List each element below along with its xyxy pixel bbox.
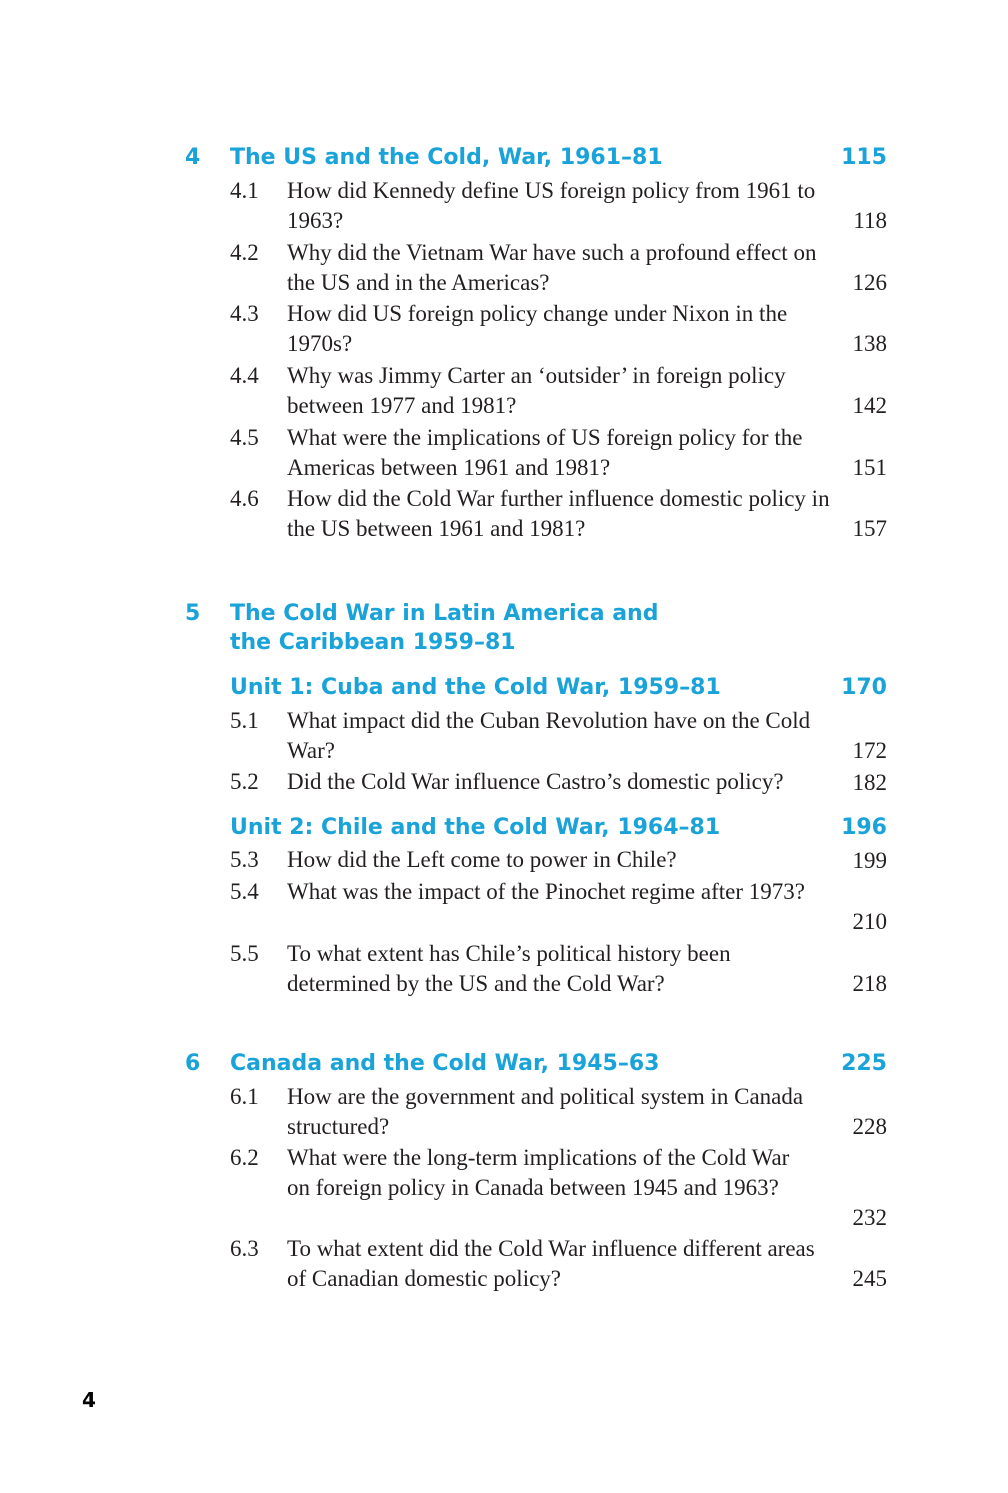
unit-title: Unit 1: Cuba and the Cold War, 1959–81 — [230, 675, 721, 700]
section-number: 5.4 — [230, 879, 259, 904]
section-page: 218 — [852, 970, 887, 996]
section-title: What were the implications of US foreign policy for the Americas between 1961 and 1981? — [287, 425, 803, 480]
section-title: Why did the Vietnam War have such a profound effect on the US and in the Americas? — [287, 240, 817, 295]
section-number: 5.5 — [230, 941, 259, 966]
toc-entry[interactable] — [0, 423, 1008, 482]
section-page: 210 — [852, 908, 887, 934]
section-page: 232 — [852, 1204, 887, 1230]
toc-entry[interactable] — [0, 706, 1008, 765]
section-number: 5.3 — [230, 847, 259, 872]
toc-entry[interactable] — [0, 877, 1008, 936]
section-number: 5.1 — [230, 708, 259, 733]
section-page: 182 — [852, 769, 887, 795]
unit-title: Unit 2: Chile and the Cold War, 1964–81 — [230, 815, 721, 840]
toc-entry[interactable] — [0, 176, 1008, 235]
section-title: How are the government and political system in Canada structured? — [287, 1084, 804, 1139]
toc-entry[interactable] — [0, 484, 1008, 543]
toc-entry[interactable] — [0, 299, 1008, 358]
chapter-title: The Cold War in Latin America and the Caribbean 1959–81 — [230, 601, 659, 655]
section-title: How did the Left come to power in Chile? — [287, 847, 677, 872]
section-number: 4.5 — [230, 425, 259, 450]
unit-page: 196 — [841, 815, 887, 840]
section-title: What was the impact of the Pinochet regime after 1973? — [287, 879, 805, 904]
section-title: What impact did the Cuban Revolution have on the Cold War? — [287, 708, 811, 763]
section-number: 6.1 — [230, 1084, 259, 1109]
chapter-page: 115 — [841, 145, 887, 170]
section-page: 172 — [852, 737, 887, 763]
toc-entry[interactable] — [0, 767, 1008, 797]
toc-entry[interactable] — [0, 845, 1008, 875]
section-title: How did Kennedy define US foreign policy from 1961 to 1963? — [287, 178, 816, 233]
section-page: 151 — [852, 454, 887, 480]
toc-entry[interactable] — [0, 1234, 1008, 1293]
section-page: 199 — [852, 847, 887, 873]
section-page: 157 — [852, 515, 887, 541]
chapter-title: Canada and the Cold War, 1945–63 — [230, 1051, 660, 1076]
section-page: 118 — [853, 207, 887, 233]
section-number: 4.1 — [230, 178, 259, 203]
section-number: 4.3 — [230, 301, 259, 326]
section-title: How did US foreign policy change under Nixon in the 1970s? — [287, 301, 788, 356]
section-page: 245 — [852, 1265, 887, 1291]
section-title: Why was Jimmy Carter an ‘outsider’ in foreign policy between 1977 and 1981? — [287, 363, 786, 418]
section-page: 228 — [852, 1113, 887, 1139]
toc-entry[interactable] — [0, 1082, 1008, 1141]
section-title: Did the Cold War influence Castro’s domestic policy? — [287, 769, 784, 794]
section-number: 6.2 — [230, 1145, 259, 1170]
chapter-number: 5 — [185, 601, 201, 626]
chapter-page: 225 — [841, 1051, 887, 1076]
section-number: 6.3 — [230, 1236, 259, 1261]
toc-entry[interactable] — [0, 361, 1008, 420]
section-title: How did the Cold War further influence domestic policy in the US between 1961 and 1981? — [287, 486, 830, 541]
chapter-number: 4 — [185, 145, 201, 170]
section-title: To what extent did the Cold War influence different areas of Canadian domestic policy? — [287, 1236, 815, 1291]
section-number: 4.4 — [230, 363, 259, 388]
unit-page: 170 — [841, 675, 887, 700]
section-number: 4.2 — [230, 240, 259, 265]
section-page: 142 — [852, 392, 887, 418]
section-title: To what extent has Chile’s political history been determined by the US and the Cold War? — [287, 941, 731, 996]
section-number: 5.2 — [230, 769, 259, 794]
section-number: 4.6 — [230, 486, 259, 511]
toc-entry[interactable] — [0, 1143, 1008, 1232]
chapter-number: 6 — [185, 1051, 201, 1076]
toc-entry[interactable] — [0, 238, 1008, 297]
section-page: 138 — [852, 330, 887, 356]
toc-entry[interactable] — [0, 939, 1008, 998]
page-number: 4 — [82, 1388, 96, 1412]
chapter-title: The US and the Cold, War, 1961–81 — [230, 145, 663, 170]
section-title: What were the long-term implications of the Cold War on foreign policy in Canada between 1945 and 1963? — [287, 1145, 790, 1200]
section-page: 126 — [852, 269, 887, 295]
